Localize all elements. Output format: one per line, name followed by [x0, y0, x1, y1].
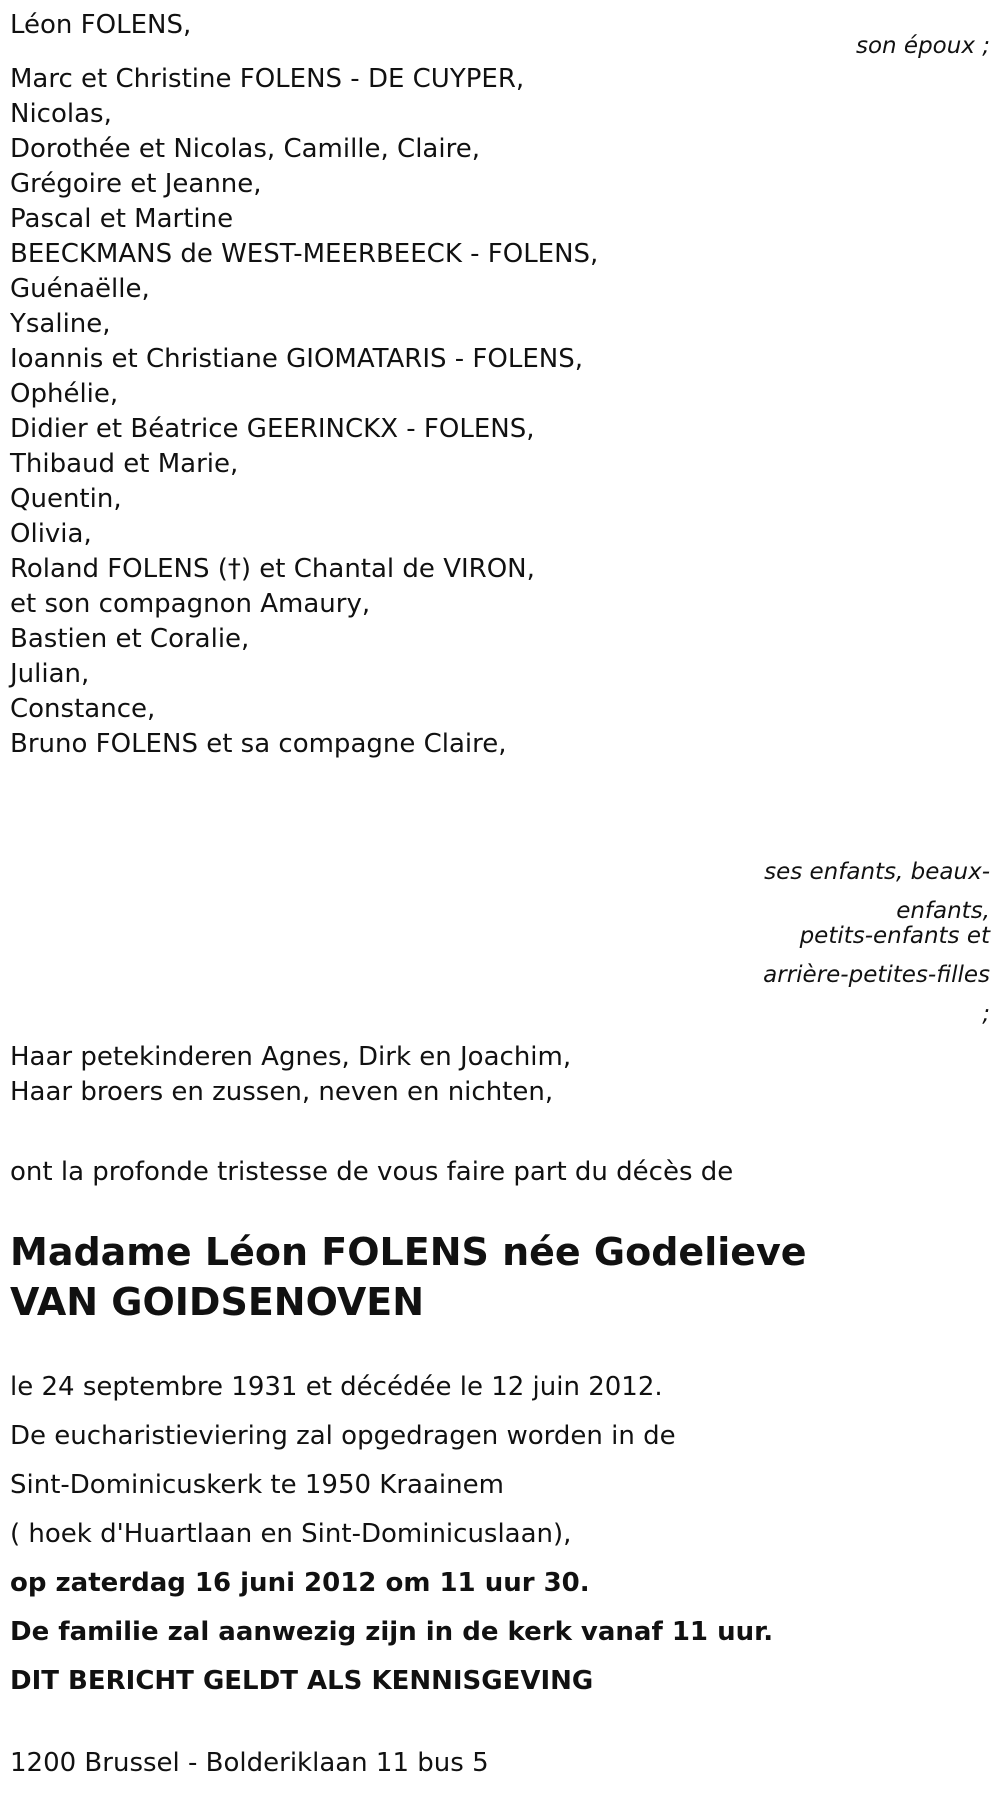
- family-role-line: arrière-petites-filles: [763, 962, 990, 988]
- family-line: Ophélie,: [10, 379, 119, 409]
- detail-line: De eucharistieviering zal opgedragen worden in de: [10, 1421, 676, 1451]
- family-line: Pascal et Martine: [10, 204, 234, 234]
- family-role-line: petits-enfants et: [799, 923, 990, 949]
- detail-line: Sint-Dominicuskerk te 1950 Kraainem: [10, 1470, 504, 1500]
- family-line: Nicolas,: [10, 99, 112, 129]
- family-role-line: enfants,: [896, 898, 990, 924]
- family-role-line: ses enfants, beaux-: [764, 859, 990, 885]
- family-role-line: ;: [982, 1001, 990, 1027]
- family-line: Grégoire et Jeanne,: [10, 169, 262, 199]
- family-line: BEECKMANS de WEST-MEERBEECK - FOLENS,: [10, 239, 599, 269]
- family-line: Roland FOLENS (†) et Chantal de VIRON,: [10, 554, 535, 584]
- detail-line: ( hoek d'Huartlaan en Sint-Dominicuslaan),: [10, 1519, 572, 1549]
- family-line: Julian,: [10, 659, 90, 689]
- family-line: et son compagnon Amaury,: [10, 589, 371, 619]
- family-line: Didier et Béatrice GEERINCKX - FOLENS,: [10, 414, 535, 444]
- deceased-title: Madame Léon FOLENS née Godelieve VAN GOIDSENOVEN: [10, 1230, 807, 1324]
- family-line: Marc et Christine FOLENS - DE CUYPER,: [10, 64, 525, 94]
- spouse-role: son époux ;: [855, 33, 990, 59]
- family-presence: De familie zal aanwezig zijn in de kerk vanaf 11 uur.: [10, 1617, 774, 1647]
- family-line: Ysaline,: [10, 309, 111, 339]
- service-time: op zaterdag 16 juni 2012 om 11 uur 30.: [10, 1568, 590, 1598]
- family-line: Quentin,: [10, 484, 122, 514]
- family-line: Olivia,: [10, 519, 92, 549]
- relatives-line: Haar petekinderen Agnes, Dirk en Joachim,: [10, 1042, 572, 1072]
- family-line: Bruno FOLENS et sa compagne Claire,: [10, 729, 507, 759]
- detail-line: le 24 septembre 1931 et décédée le 12 juin 2012.: [10, 1372, 663, 1402]
- family-line: Thibaud et Marie,: [10, 449, 239, 479]
- family-line: Guénaëlle,: [10, 274, 150, 304]
- notice-statement: DIT BERICHT GELDT ALS KENNISGEVING: [10, 1666, 594, 1696]
- relatives-line: Haar broers en zussen, neven en nichten,: [10, 1077, 554, 1107]
- announcement-text: ont la profonde tristesse de vous faire part du décès de: [10, 1157, 734, 1187]
- spouse-name: Léon FOLENS,: [10, 10, 192, 40]
- family-line: Bastien et Coralie,: [10, 624, 250, 654]
- address: 1200 Brussel - Bolderiklaan 11 bus 5: [10, 1748, 489, 1778]
- family-line: Constance,: [10, 694, 156, 724]
- family-line: Dorothée et Nicolas, Camille, Claire,: [10, 134, 480, 164]
- family-line: Ioannis et Christiane GIOMATARIS - FOLENS,: [10, 344, 583, 374]
